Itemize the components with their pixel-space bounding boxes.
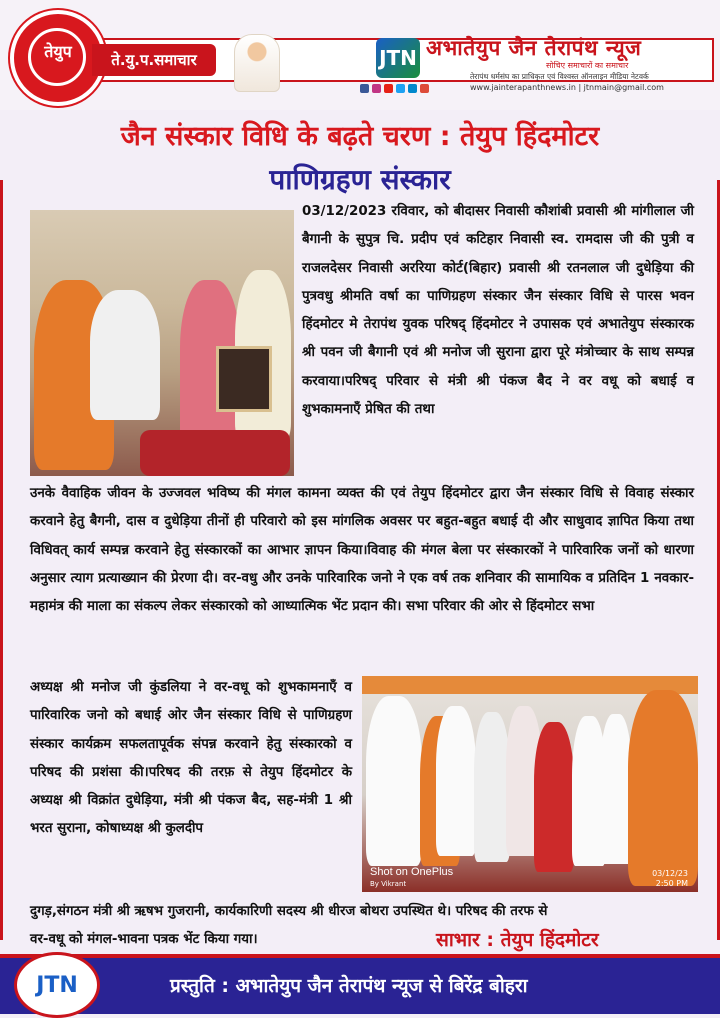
credit: साभार : तेयुप हिंदमोटर <box>436 929 599 951</box>
footer-jtn-logo <box>14 952 100 1018</box>
footer-text: प्रस्तुति : अभातेयुप जैन तेरापंथ न्यूज से बिरेंद्र बोहरा <box>170 975 528 997</box>
youtube-icon[interactable] <box>384 84 393 93</box>
group-photo <box>362 676 698 892</box>
photo-time: 2:50 PM <box>655 879 688 888</box>
brand-website: www.jainterapanthnews.in | jtnmain@gmail.com <box>470 83 664 92</box>
photo-watermark: Shot on OnePlus <box>370 866 454 878</box>
twitter-icon[interactable] <box>396 84 405 93</box>
ceremony-photo <box>30 210 294 476</box>
brand-title: अभातेयुप जैन तेरापंथ न्यूज <box>426 36 642 60</box>
photo-date: 03/12/23 <box>652 869 688 878</box>
article-paragraph-3: अध्यक्ष श्री मनोज जी कुंडलिया ने वर-वधू को शुभकामनाएँ व पारिवारिक जनो को बधाई ओर जैन संस्कार विधि से पाणिग्रहण संस्कार कार्यक्रम सफलतापूर्वक संपन्न करवाने हेतु संस्कारको व परिषद की प्रशंसा की।परिषद की तरफ़ से तेयुप हिंदमोटर के अध्यक्ष श्री विक्रांत दुधेड़िया, मंत्री श्री पंकज बैद, सह-मंत्री 1 श्री भरत सुराना, कोषाध्यक्ष श्री कुलदीप <box>30 680 352 837</box>
footer-logo-text: JTN <box>36 972 78 998</box>
social-icons <box>360 84 429 93</box>
photo-watermark-by: By Vikrant <box>370 880 407 888</box>
article-paragraph-2: उनके वैवाहिक जीवन के उज्जवल भविष्य की मंगल कामना व्यक्त की एवं तेयुप हिंदमोटर द्वारा जैन संस्कार विधि से विवाह संस्कार करवाने हेतु बैगनी, दास व दुधेड़िया तीनों ही परिवारो को इस मांगलिक अवसर पर बहुत-बहुत बधाई दी और साधुवाद ज्ञापित किया तथा विधिवत् कार्य सम्पन्न करवाने हेतु संस्कारकों का आभार ज्ञापन किया।विवाह की मंगल बेला पर संस्कारकों ने पारिवारिक जनों को धारणा अनुसार त्याग प्रत्याख्यान की प्रेरणा दी। वर-वधु और उनके पारिवारिक जनो ने एक वर्ष तक शनिवार की सामायिक व प्रतिदिन 1 नवकार-महामंत्र की माला का संकल्प लेकर संस्कारको को आध्यात्मिक भेंट प्रदान की। सभा परिवार की ओर से हिंदमोटर सभा <box>30 486 694 615</box>
logo-text: तेयुप <box>44 42 72 61</box>
headline: जैन संस्कार विधि के बढ़ते चरण : तेयुप हिंदमोटर <box>120 121 600 152</box>
left-border <box>0 180 3 940</box>
brand-description: तेरापंथ धर्मसंघ का प्राधिकृत एवं विश्वस्त ऑनलाइन मीडिया नेटवर्क <box>470 72 649 81</box>
brand-tagline: सोचिए समाचारों का समाचार <box>546 61 629 70</box>
instagram-icon[interactable] <box>372 84 381 93</box>
guru-image <box>234 34 280 92</box>
article-paragraph-1: 03/12/2023 रविवार, को बीदासर निवासी कौशांबी प्रवासी श्री मांगीलाल जी बैगानी के सुपुत्र चि. प्रदीप एवं कटिहार निवासी स्व. रामदास जी की पुत्री व राजलदेसर निवासी अररिया कोर्ट(बिहार) प्रवासी श्री रतनलाल जी दुधेड़िया की पुत्रवधु श्रीमति वर्षा का पाणिग्रहण संस्कार जैन संस्कार विधि से पारस भवन हिंदमोटर मे तेरापंथ युवक परिषद् हिंदमोटर ने उपासक एवं अभातेयुप संस्कारक श्री पवन जी बैगानी एवं श्री मनोज जी सुराना द्वारा पूरे मंत्रोच्चार के साथ सम्पन्न करवाया।परिषद् परिवार से मंत्री श्री पंकज बैद ने वर वधू को बधाई व शुभकामनाएँ प्रेषित की तथा <box>302 204 694 418</box>
telegram-icon[interactable] <box>408 84 417 93</box>
subheadline: पाणिग्रहण संस्कार <box>269 163 451 196</box>
article-paragraph-4: दुगड़,संगठन मंत्री श्री ऋषभ गुजरानी, कार्यकारिणी सदस्य श्री धीरज बोथरा उपस्थित थे। परिषद की तरफ से <box>30 904 548 919</box>
google-plus-icon[interactable] <box>420 84 429 93</box>
facebook-icon[interactable] <box>360 84 369 93</box>
jtn-logo: JTN <box>376 38 420 78</box>
article-paragraph-5: वर-वधू को मंगल-भावना पत्रक भेंट किया गया। <box>30 932 258 947</box>
samachar-tag: ते.यु.प.समाचार <box>92 44 216 76</box>
